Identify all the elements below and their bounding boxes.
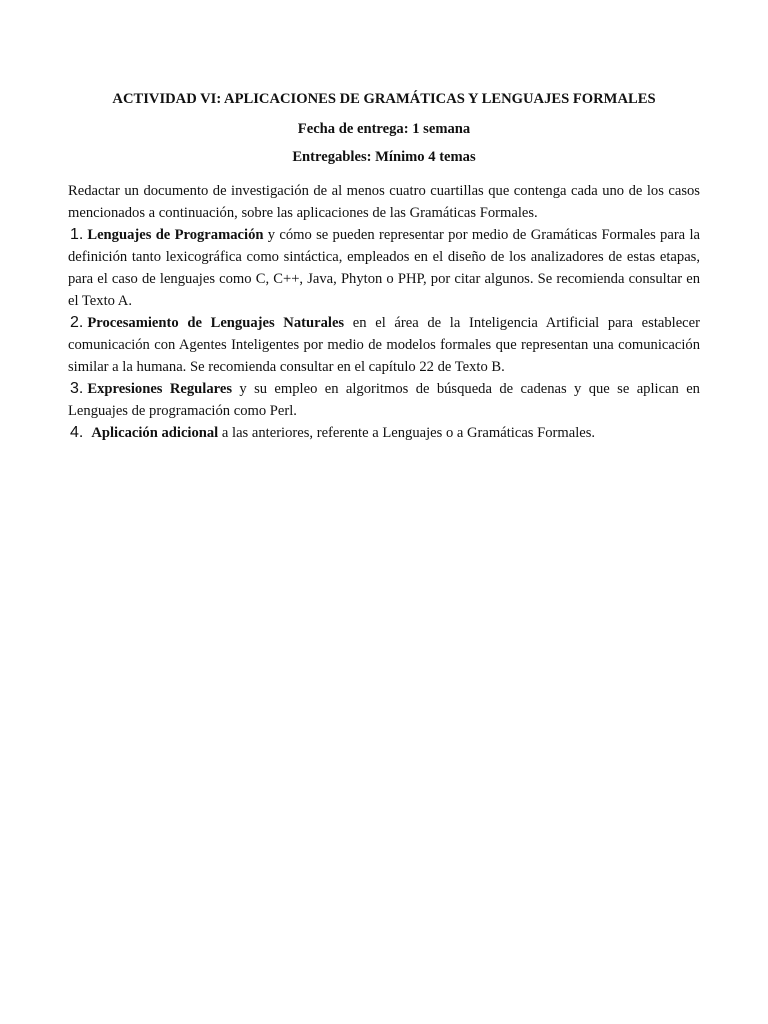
list-item-1: [68, 224, 700, 312]
list-item-keyword: Aplicación adicional: [91, 425, 219, 441]
list-item-2: [68, 312, 700, 378]
list-item-text: y su empleo en algoritmos de búsqueda de cadenas y que se aplican en Lenguajes de programación como Perl.: [68, 381, 700, 419]
list-item-text: y cómo se pueden representar por medio de Gramáticas Formales para la definición tanto lexicográfica como sintáctica, empleados en el diseño de los analizadores de estas etapas, para el caso de lenguajes como C, C++, Java, Phyton o PHP, por citar algunos. Se recomienda consultar en el Texto A.: [68, 227, 700, 309]
list-item-keyword: Procesamiento de Lenguajes Naturales: [87, 315, 345, 331]
list-item-4: [68, 422, 700, 444]
deliverables: Entregables: Mínimo 4 temas: [292, 149, 476, 165]
list-item-number: 2.: [70, 314, 84, 331]
intro-paragraph: Redactar un documento de investigación de al menos cuatro cuartillas que contenga cada uno de los casos mencionados a continuación, sobre las aplicaciones de las Gramáticas Formales.: [68, 183, 700, 221]
list-item-text: en el área de la Inteligencia Artificial para establecer comunicación con Agentes Inteligentes por medio de modelos formales que representan una comunicación similar a la humana. Se recomienda consultar en el capítulo 22 de Texto B.: [68, 315, 700, 375]
list-item-number: 1.: [70, 226, 84, 243]
list-item-number: 3.: [70, 380, 84, 397]
list-item-keyword: Expresiones Regulares: [87, 381, 233, 397]
document-page: [68, 88, 700, 444]
list-item-3: [68, 378, 700, 422]
list-item-keyword: Lenguajes de Programación: [87, 227, 264, 243]
list-item-number: 4.: [70, 424, 84, 441]
list-item-text: a las anteriores, referente a Lenguajes o a Gramáticas Formales.: [218, 425, 596, 441]
due-date: Fecha de entrega: 1 semana: [297, 121, 471, 137]
document-title: ACTIVIDAD VI: APLICACIONES DE GRAMÁTICAS Y LENGUAJES FORMALES: [112, 91, 656, 107]
